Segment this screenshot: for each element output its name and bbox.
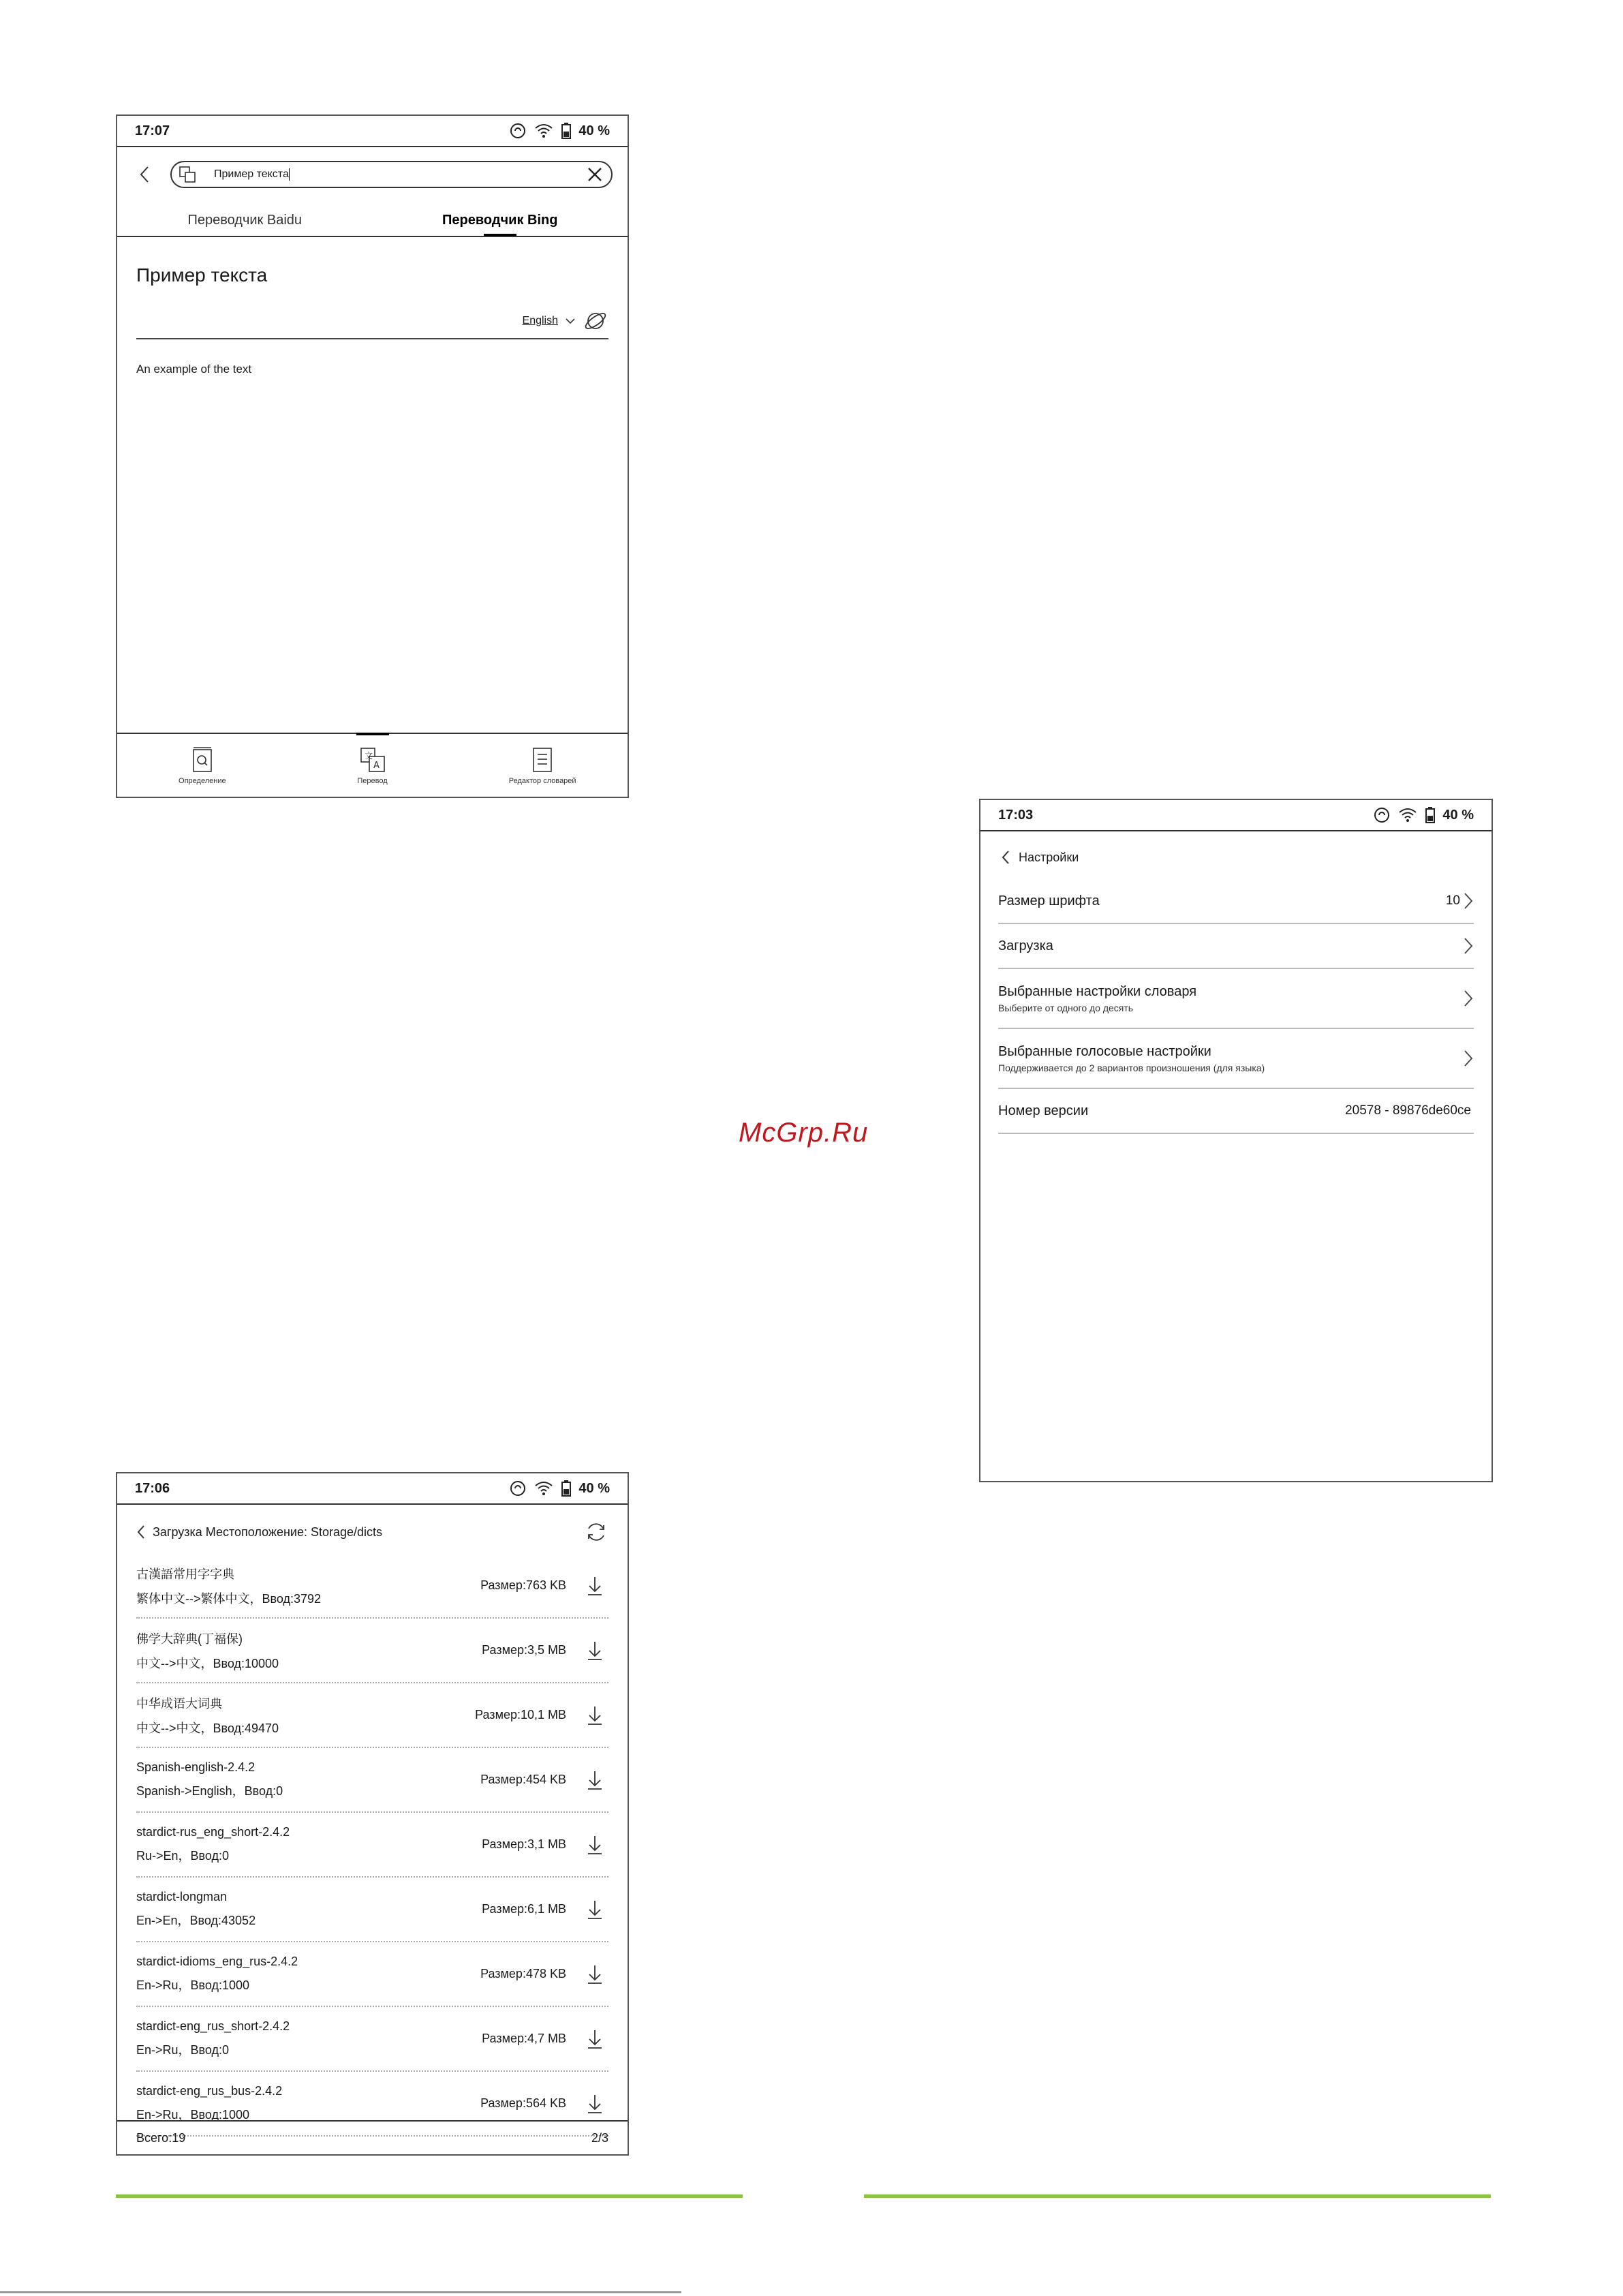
- list-item[interactable]: [136, 1942, 608, 2007]
- translator-tabs: [117, 203, 628, 237]
- setting-description: Выберите от одного до десять: [998, 1002, 1134, 1013]
- dictionary-name: stardict-longman: [136, 1890, 228, 1903]
- bottom-nav: [117, 733, 628, 797]
- dictionary-detail: 中文-->中文，Ввод:49470: [136, 1721, 279, 1735]
- dictionary-name: stardict-eng_rus_short-2.4.2: [136, 2019, 290, 2033]
- back-button[interactable]: [1001, 849, 1079, 866]
- setting-voice[interactable]: [998, 1029, 1474, 1089]
- download-button[interactable]: [581, 1640, 608, 1662]
- svg-text:A: A: [373, 761, 380, 771]
- list-item[interactable]: [136, 1748, 608, 1813]
- dictionary-name: stardict-idioms_eng_rus-2.4.2: [136, 1955, 298, 1968]
- dictionary-detail: Spanish->English，Ввод:0: [136, 1784, 283, 1798]
- dictionary-name: stardict-eng_rus_bus-2.4.2: [136, 2084, 283, 2098]
- dictionary-name: 中华成语大词典: [136, 1696, 222, 1711]
- page-indicator[interactable]: 2/3: [591, 2130, 608, 2145]
- svg-text:文: 文: [364, 751, 373, 761]
- sync-icon: [1373, 806, 1391, 824]
- notebook-icon: [530, 746, 555, 773]
- download-icon: [585, 2093, 604, 2115]
- status-bar: [117, 116, 628, 147]
- back-button[interactable]: [131, 161, 158, 188]
- list-item[interactable]: [136, 1683, 608, 1748]
- dictionary-size: Размер:3,5 MB: [482, 1643, 566, 1657]
- dictionary-detail: 中文-->中文，Ввод:10000: [136, 1656, 279, 1670]
- download-button[interactable]: [581, 1899, 608, 1920]
- dictionary-name: stardict-rus_eng_short-2.4.2: [136, 1825, 290, 1839]
- download-button[interactable]: [581, 1769, 608, 1791]
- battery-percent: 40 %: [578, 123, 610, 138]
- chevron-right-icon: [1463, 936, 1474, 955]
- nav-definition[interactable]: [117, 734, 288, 797]
- chevron-right-icon: [1463, 1049, 1474, 1068]
- battery-icon: [561, 1480, 572, 1497]
- headword: Пример текста: [136, 264, 268, 286]
- chevron-right-icon: [1463, 891, 1474, 910]
- download-icon: [585, 1963, 604, 1985]
- sync-icon: [509, 1480, 527, 1497]
- dictionary-size: Размер:763 KB: [480, 1578, 566, 1592]
- nav-translate[interactable]: [288, 734, 458, 797]
- nav-editor-label: Редактор словарей: [508, 777, 576, 785]
- settings-list: [998, 879, 1474, 1134]
- chevron-left-icon: [138, 165, 151, 184]
- dictionary-size: Размер:3,1 MB: [482, 1837, 566, 1851]
- list-item[interactable]: [136, 1619, 608, 1683]
- setting-label: Размер шрифта: [998, 893, 1100, 908]
- divider: [0, 2291, 681, 2293]
- setting-font-size[interactable]: [998, 879, 1474, 924]
- divider: [136, 338, 608, 339]
- divider: [116, 2194, 743, 2198]
- translation-result: An example of the text: [136, 363, 252, 376]
- list-item[interactable]: [136, 2007, 608, 2072]
- download-icon: [585, 1704, 604, 1726]
- planet-icon[interactable]: [583, 308, 608, 334]
- download-button[interactable]: [581, 1834, 608, 1856]
- translate-icon: [179, 166, 196, 183]
- download-button[interactable]: [581, 2028, 608, 2050]
- status-time: 17:07: [135, 123, 170, 138]
- nav-translate-label: Перевод: [357, 777, 388, 785]
- battery-icon: [1425, 806, 1436, 824]
- setting-label: Номер версии: [998, 1103, 1089, 1118]
- download-icon: [585, 2028, 604, 2050]
- wifi-icon: [1397, 806, 1418, 824]
- page-title: Настройки: [1019, 850, 1079, 864]
- watermark: McGrp.Ru: [739, 1118, 869, 1148]
- battery-percent: 40 %: [578, 1480, 610, 1496]
- dictionary-detail: En->Ru，Ввод:1000: [136, 1978, 250, 1992]
- chevron-right-icon: [1463, 989, 1474, 1008]
- search-bar: [131, 158, 613, 191]
- download-button[interactable]: [581, 2093, 608, 2115]
- chevron-left-icon[interactable]: [136, 1524, 146, 1540]
- download-header: [136, 1518, 608, 1546]
- dictionary-size: Размер:478 KB: [480, 1967, 566, 1980]
- search-input[interactable]: [170, 161, 613, 188]
- dictionary-search-icon: [190, 746, 215, 773]
- dictionary-detail: Ru->En，Ввод:0: [136, 1849, 230, 1863]
- download-screen: [116, 1472, 629, 2156]
- dictionary-detail: En->En，Ввод:43052: [136, 1914, 256, 1927]
- setting-label: Загрузка: [998, 938, 1053, 953]
- dictionary-size: Размер:4,7 MB: [482, 2032, 566, 2045]
- download-footer: [117, 2120, 628, 2154]
- download-button[interactable]: [581, 1704, 608, 1726]
- setting-label: Выбранные голосовые настройки: [998, 1043, 1211, 1059]
- dictionary-size: Размер:6,1 MB: [482, 1902, 566, 1916]
- download-icon: [585, 1640, 604, 1662]
- chevron-left-icon: [1001, 849, 1010, 866]
- dictionary-size: Размер:10,1 MB: [475, 1708, 566, 1721]
- nav-dictionary-editor[interactable]: [457, 734, 628, 797]
- setting-label: Выбранные настройки словаря: [998, 983, 1197, 999]
- close-icon[interactable]: [585, 165, 604, 184]
- download-icon: [585, 1769, 604, 1791]
- download-button[interactable]: [581, 1963, 608, 1985]
- settings-screen: [979, 799, 1493, 1482]
- translator-screen: [116, 114, 629, 798]
- wifi-icon: [534, 1480, 554, 1497]
- total-count: Всего:19: [136, 2130, 186, 2145]
- divider: [864, 2194, 1491, 2198]
- dictionary-detail: En->Ru，Ввод:1000: [136, 2108, 250, 2122]
- battery-percent: 40 %: [1442, 807, 1474, 823]
- setting-description: Поддерживается до 2 вариантов произношения (для языка): [998, 1062, 1265, 1073]
- list-item[interactable]: [136, 1878, 608, 1942]
- status-bar: [117, 1473, 628, 1505]
- wifi-icon: [534, 122, 554, 140]
- setting-download[interactable]: [998, 924, 1474, 969]
- translate-icon: [358, 746, 387, 773]
- status-time: 17:06: [135, 1480, 170, 1496]
- dictionary-detail: 繁体中文-->繁体中文，Ввод:3792: [136, 1591, 322, 1606]
- language-selector[interactable]: [523, 308, 608, 334]
- download-icon: [585, 1575, 604, 1597]
- dictionary-list: [136, 1554, 608, 2137]
- setting-value: 10: [1445, 893, 1460, 908]
- refresh-icon[interactable]: [584, 1520, 608, 1544]
- battery-icon: [561, 122, 572, 140]
- status-time: 17:03: [998, 807, 1034, 823]
- version-value: 20578 - 89876de60ce: [1345, 1103, 1471, 1118]
- dictionary-name: Spanish-english-2.4.2: [136, 1760, 256, 1774]
- download-icon: [585, 1834, 604, 1856]
- setting-dictionaries[interactable]: [998, 969, 1474, 1029]
- list-item[interactable]: [136, 1813, 608, 1878]
- tab-baidu[interactable]: Переводчик Baidu: [187, 213, 303, 228]
- download-icon: [585, 1899, 604, 1920]
- dictionary-detail: En->Ru，Ввод:0: [136, 2043, 230, 2057]
- language-label: English: [522, 315, 558, 326]
- dictionary-name: 古漢語常用字字典: [136, 1567, 234, 1581]
- status-bar: [980, 800, 1491, 831]
- list-item[interactable]: [136, 1554, 608, 1619]
- download-button[interactable]: [581, 1575, 608, 1597]
- dictionary-name: 佛学大辞典(丁福保): [136, 1632, 243, 1646]
- tab-bing[interactable]: Переводчик Bing: [373, 203, 628, 236]
- sync-icon: [509, 122, 527, 140]
- setting-version: [998, 1089, 1474, 1134]
- nav-definition-label: Определение: [179, 777, 226, 785]
- search-query: Пример текста: [214, 168, 289, 181]
- chevron-down-icon: [565, 317, 576, 325]
- dictionary-size: Размер:564 KB: [480, 2096, 566, 2110]
- dictionary-size: Размер:454 KB: [480, 1773, 566, 1786]
- page-title: Загрузка Местоположение: Storage/dicts: [153, 1525, 383, 1539]
